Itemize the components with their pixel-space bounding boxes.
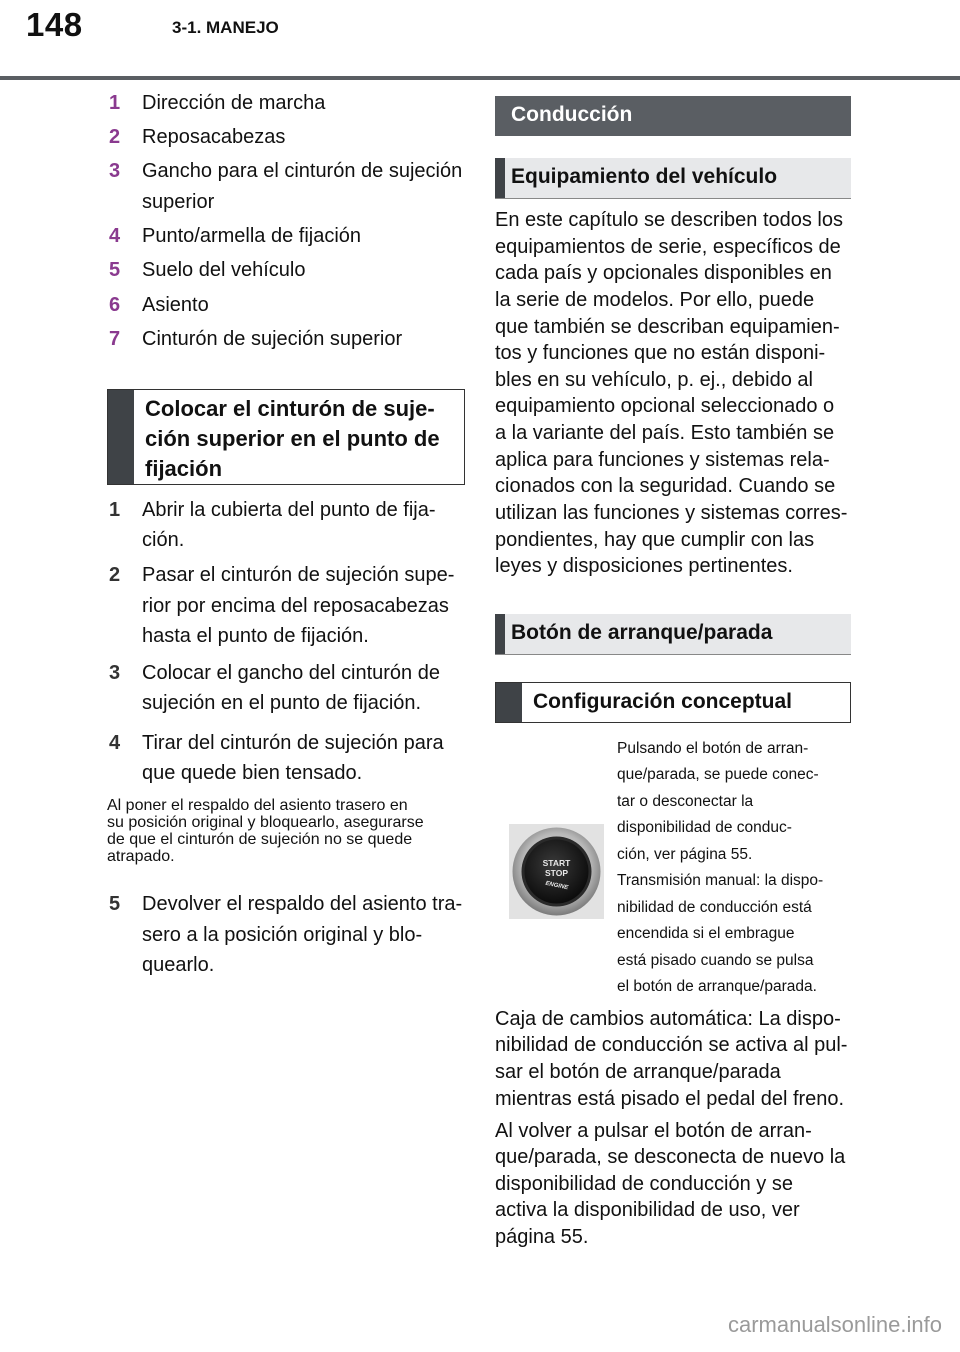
note-line: atrapado.	[107, 848, 175, 865]
text-line: que/parada, se desconecta de nuevo la	[495, 1146, 846, 1168]
text-line: activa la disponibilidad de uso, ver	[495, 1199, 800, 1221]
text-line: página 55.	[495, 1226, 589, 1248]
text-line: cionados con la seguridad. Cuando se	[495, 475, 836, 497]
caption-line: el botón de arranque/parada.	[617, 978, 817, 995]
heading-line: fijación	[145, 456, 223, 481]
note-line: su posición original y bloquearlo, asegurarse	[107, 814, 424, 831]
text-line: utilizan las funciones y sistemas corres-	[495, 502, 848, 524]
caption-line: está pisado cuando se pulsa	[617, 952, 814, 969]
caption-line: tar o desconectar la	[617, 793, 754, 810]
text-line: mientras está pisado el pedal del freno.	[495, 1088, 845, 1110]
heading-bar	[495, 158, 505, 198]
text-line: equipamiento opcional seleccionado o	[495, 395, 835, 417]
heading-bar	[108, 390, 134, 484]
caption-line: Pulsando el botón de arran-	[617, 740, 809, 757]
heading-bar	[495, 614, 505, 654]
text-line: a la variante del país. Esto también se	[495, 422, 835, 444]
heading-line: ción superior en el punto de	[145, 426, 440, 451]
text-line: nibilidad de conducción se activa al pul-	[495, 1034, 848, 1056]
engine-label: ENGINE	[544, 880, 569, 892]
text-line: En este capítulo se describen todos los	[495, 209, 843, 231]
caption-line: disponibilidad de conduc-	[617, 819, 792, 836]
text-line: pondientes, hay que cumplir con las	[495, 529, 815, 551]
text-line: tos y funciones que no están disponi-	[495, 342, 826, 364]
heading-line: Colocar el cinturón de suje-	[145, 396, 435, 421]
text-line: disponibilidad de conducción y se	[495, 1173, 793, 1195]
text-line: bles en su vehículo, p. ej., debido al	[495, 369, 813, 391]
text-line: cada país y opcionales disponibles en	[495, 262, 832, 284]
section-heading-box	[107, 389, 465, 485]
caption-line: ción, ver página 55.	[617, 846, 753, 863]
caption-line: encendida si el embrague	[617, 925, 795, 942]
section-title: 3-1. MANEJO	[172, 18, 279, 37]
text-line: la serie de modelos. Por ello, puede	[495, 289, 815, 311]
watermark: carmanualsonline.info	[727, 1312, 942, 1337]
start-label: START	[542, 858, 571, 868]
page-number: 148	[26, 6, 83, 43]
caption-line: Transmisión manual: la dispo-	[617, 872, 824, 889]
start-stop-icon	[509, 824, 604, 919]
caption-line: nibilidad de conducción está	[617, 899, 812, 916]
chapter-heading: Conducción	[495, 96, 851, 136]
stop-label: STOP	[545, 868, 568, 878]
note-line: Al poner el respaldo del asiento trasero en	[107, 797, 408, 814]
header-divider	[0, 76, 960, 80]
start-stop-button-image	[509, 824, 604, 919]
text-line: Al volver a pulsar el botón de arran-	[495, 1120, 812, 1142]
text-line: aplica para funciones y sistemas rela-	[495, 449, 830, 471]
heading-bar	[496, 683, 522, 722]
section-heading-equipamiento: Equipamiento del vehículo	[495, 158, 851, 199]
caption-line: que/parada, se puede conec-	[617, 766, 819, 783]
text-line: equipamientos de serie, específicos de	[495, 236, 841, 258]
text-line: Caja de cambios automática: La dispo-	[495, 1008, 841, 1030]
text-line: leyes y disposiciones pertinentes.	[495, 555, 793, 577]
text-line: sar el botón de arranque/parada	[495, 1061, 781, 1083]
page-header	[0, 0, 960, 80]
subheading-box: Configuración conceptual	[495, 682, 851, 723]
section-heading-boton: Botón de arranque/parada	[495, 614, 851, 655]
note-line: de que el cinturón de sujeción no se quede	[107, 831, 413, 848]
text-line: que también se describan equipamien-	[495, 316, 840, 338]
